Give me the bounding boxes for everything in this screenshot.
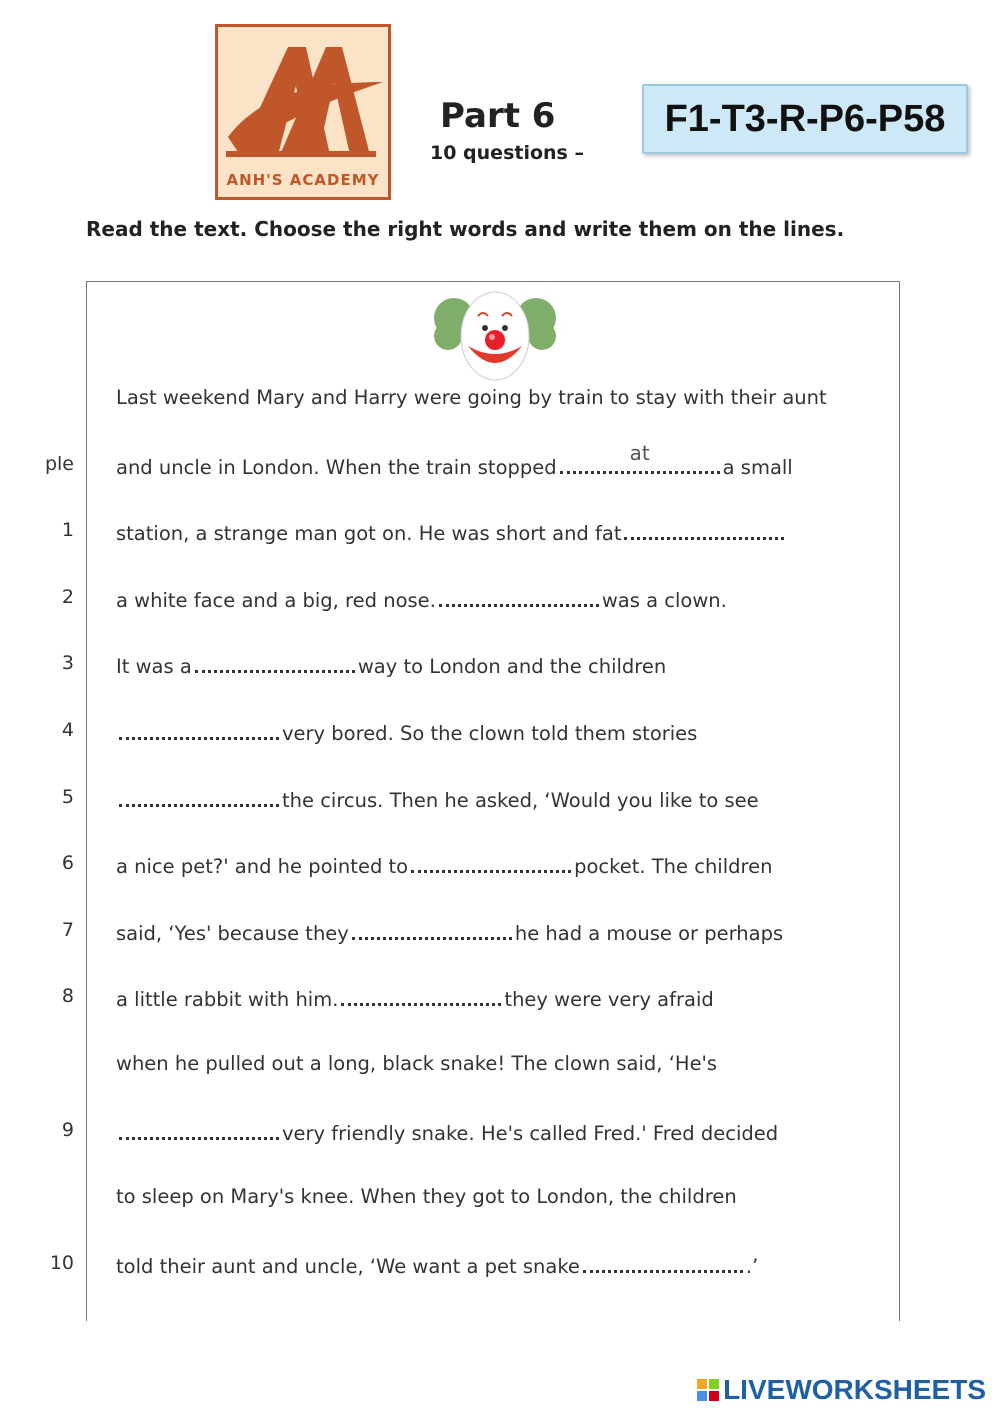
line-text-before: a little rabbit with him.	[116, 988, 339, 1011]
question-number: 10	[49, 1252, 74, 1274]
part-subtitle: 10 questions –	[430, 142, 584, 164]
logo-aa-icon	[218, 27, 388, 177]
passage-line	[116, 586, 727, 612]
footer-brand-text: LIVEWORKSHEETS	[723, 1374, 986, 1405]
passage-line	[116, 441, 793, 479]
answer-blank[interactable]	[341, 985, 501, 1006]
line-text-before: a white face and a big, red nose.	[116, 589, 436, 612]
line-text-before: to sleep on Mary's knee. When they got to London, the children	[116, 1185, 737, 1208]
line-text-before: station, a strange man got on. He was short and fat	[116, 522, 622, 545]
line-text-after: the circus. Then he asked, ‘Would you like to see	[282, 789, 759, 812]
line-text-before: and uncle in London. When the train stopped	[116, 456, 557, 479]
question-number: 8	[61, 985, 74, 1007]
line-text-before: a nice pet?' and he pointed to	[116, 855, 409, 878]
line-text-after: pocket. The children	[574, 855, 773, 878]
question-number: 1	[61, 519, 74, 541]
example-answer-blank	[560, 441, 720, 474]
line-text-after: a small	[722, 456, 793, 479]
line-text-after: very bored. So the clown told them stories	[282, 722, 698, 745]
example-answer: at	[629, 441, 650, 465]
passage-line	[116, 919, 783, 945]
question-number: 7	[61, 919, 74, 941]
line-text-after: was a clown.	[601, 589, 727, 612]
question-number: 9	[61, 1119, 74, 1141]
line-text-before: said, ‘Yes' because they	[116, 922, 349, 945]
passage-line	[116, 786, 759, 812]
logo-text: ANH'S ACADEMY	[226, 171, 380, 189]
line-text-after: he had a mouse or perhaps	[514, 922, 784, 945]
question-number: 3	[61, 652, 74, 674]
passage-line	[116, 519, 787, 545]
line-text-before: told their aunt and uncle, ‘We want a pet snake	[116, 1255, 580, 1278]
line-text-after: .’	[745, 1255, 759, 1278]
answer-blank[interactable]	[624, 519, 784, 540]
line-text-before: Last weekend Mary and Harry were going by train to stay with their aunt	[116, 386, 827, 409]
passage-line	[116, 652, 666, 678]
answer-blank[interactable]	[119, 1119, 279, 1140]
line-text-after: way to London and the children	[357, 655, 667, 678]
academy-logo	[215, 24, 391, 200]
answer-blank[interactable]	[352, 919, 512, 940]
question-number: 6	[61, 852, 74, 874]
instruction-text: Read the text. Choose the right words and write them on the lines.	[86, 217, 845, 241]
line-text-before: It was a	[116, 655, 192, 678]
passage-line	[116, 386, 827, 409]
question-number: ple	[44, 453, 74, 475]
worksheet-code: F1-T3-R-P6-P58	[642, 84, 968, 154]
clown-face-icon	[430, 288, 560, 383]
passage-line	[116, 1185, 737, 1208]
footer-brand	[697, 1374, 986, 1406]
line-text-before: when he pulled out a long, black snake! The clown said, ‘He's	[116, 1052, 718, 1075]
line-text-after: very friendly snake. He's called Fred.' Fred decided	[282, 1122, 779, 1145]
question-number: 5	[61, 786, 74, 808]
question-number: 4	[61, 719, 74, 741]
answer-blank[interactable]	[439, 586, 599, 607]
passage-line	[116, 719, 697, 745]
passage-line	[116, 1119, 778, 1145]
answer-blank[interactable]	[411, 852, 571, 873]
answer-blank[interactable]	[119, 786, 279, 807]
answer-blank[interactable]	[195, 652, 355, 673]
answer-blank[interactable]	[119, 719, 279, 740]
part-title: Part 6	[440, 96, 556, 136]
passage-line	[116, 1052, 717, 1075]
answer-blank[interactable]	[583, 1252, 743, 1273]
liveworksheets-icon	[697, 1379, 719, 1401]
passage-line	[116, 985, 714, 1011]
passage-line	[116, 1252, 758, 1278]
question-number: 2	[61, 586, 74, 608]
line-text-after: they were very afraid	[504, 988, 714, 1011]
passage-line	[116, 852, 772, 878]
